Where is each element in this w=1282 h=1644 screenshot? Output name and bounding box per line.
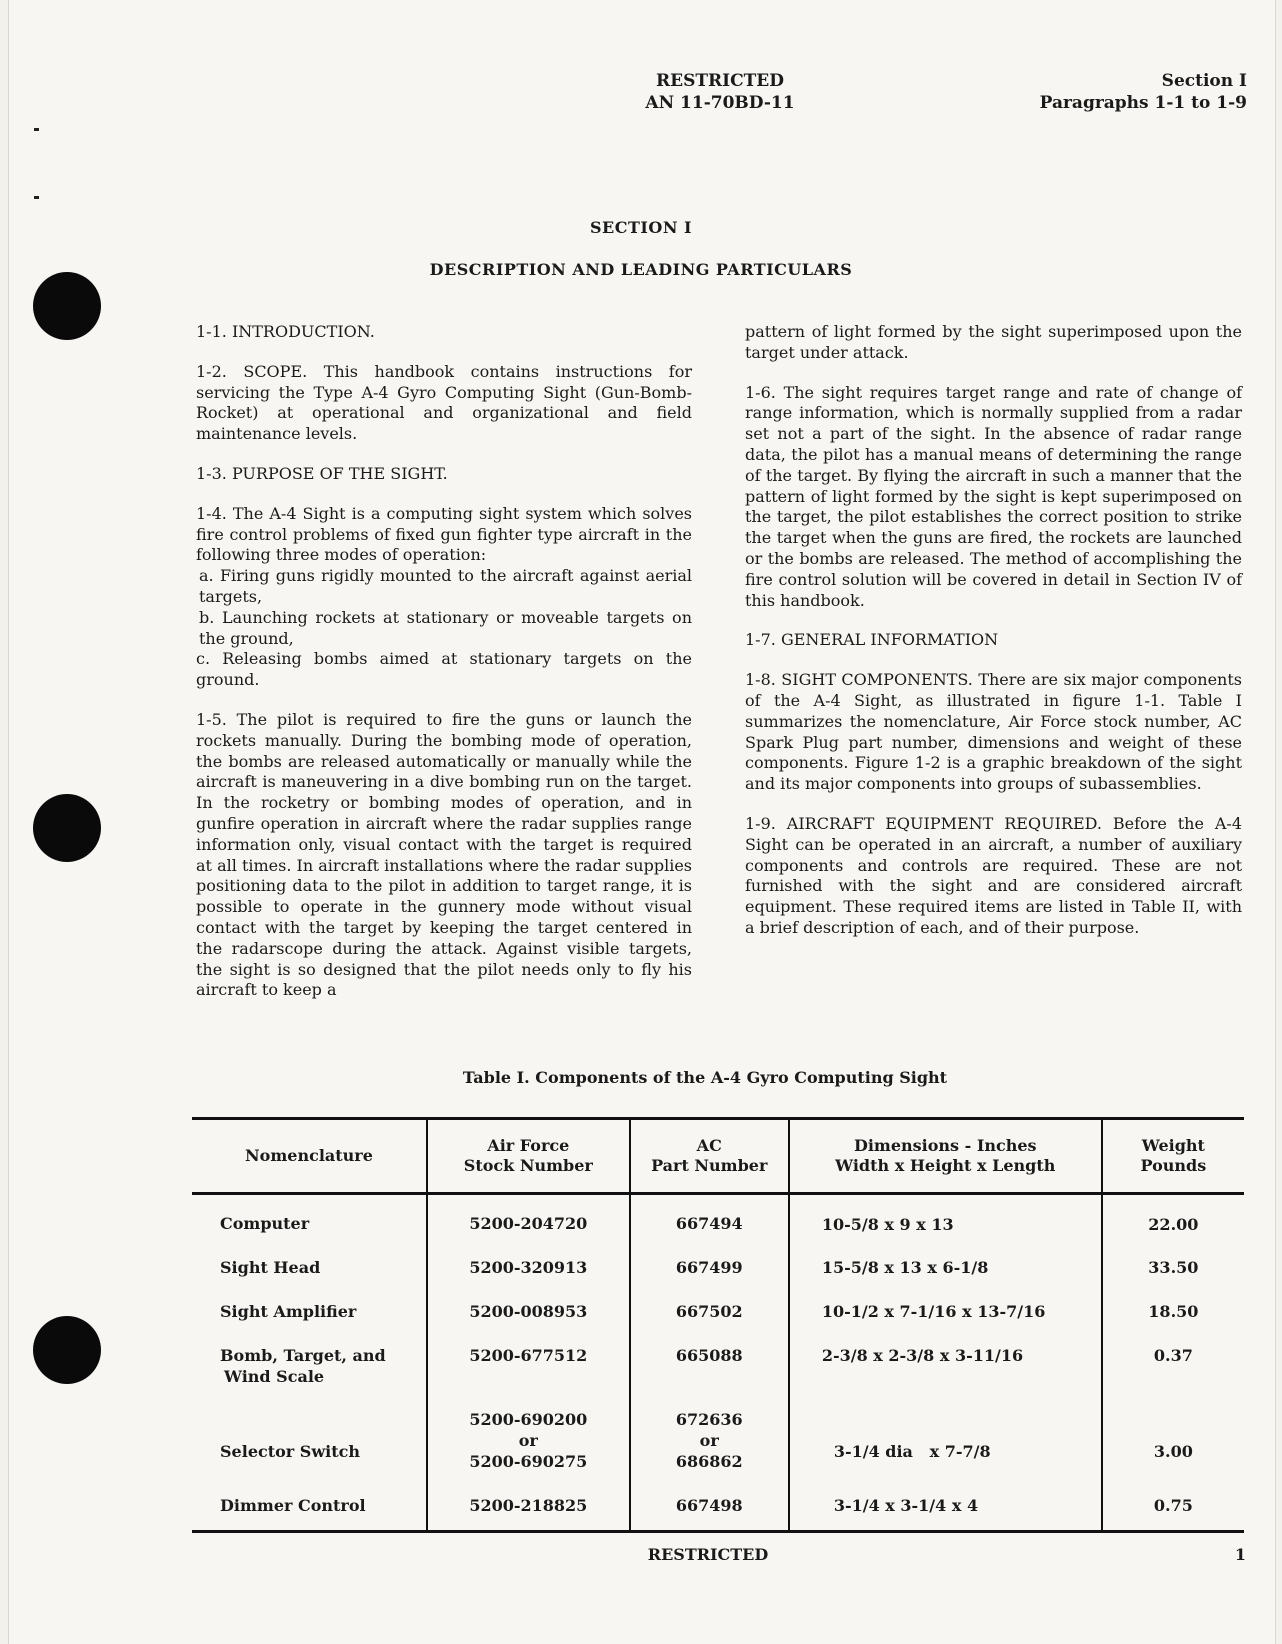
cell-part-text: 667499 [675,1258,743,1277]
cell-stock-number [427,1300,630,1344]
cell-part-number [630,1494,789,1532]
margin-mark [34,128,39,131]
cell-nomenclature-text: Selector Switch [220,1441,360,1461]
cell-stock-text: 5200-320913 [469,1258,588,1277]
cell-stock-number [427,1408,630,1494]
para-1-3: 1-3. PURPOSE OF THE SIGHT. [196,463,448,483]
cell-dimensions [789,1256,1102,1300]
cell-nomenclature-text-2: Wind Scale [224,1367,325,1386]
table-row [192,1256,1244,1300]
header-part-line-2: Part Number [651,1156,768,1175]
cell-stock-text-2: 5200-690275 [469,1452,588,1471]
cell-dimensions [789,1300,1102,1344]
table-row [192,1494,1244,1532]
cell-dimensions [789,1408,1102,1494]
header-classification: RESTRICTED [656,71,784,91]
header-weight [1102,1119,1244,1194]
cell-stock-text: 5200-677512 [469,1346,588,1365]
cell-weight-text: 3.00 [1153,1441,1193,1461]
para-1-6: 1-6. The sight requires target range and rate of change of range information, which is normally supplied from a radar set not a part of the sight. In the absence of radar range data, the pilot has a manual means of determining the range of the target. By flying the aircraft in such a manner that the pattern of light formed by the sight is kept superimposed on the target, the pilot establishes the correct position to strike the target when the guns are fired, the rockets are launched or the bombs are released. The method of accomplishing the fire control solution will be covered in detail in Section IV of this handbook. [745,382,1242,610]
left-column [196,322,692,1020]
cell-dimensions [789,1494,1102,1532]
cell-nomenclature [192,1408,427,1494]
cell-part-number [630,1256,789,1300]
cell-part-text: 672636 [675,1410,743,1429]
para-1-4-b: b. Launching rockets at stationary or moveable targets on the ground, [199,607,692,648]
section-subtitle: DESCRIPTION AND LEADING PARTICULARS [429,260,853,279]
cell-weight [1102,1194,1244,1257]
header-paragraphs: Paragraphs 1-1 to 1-9 [1039,93,1247,113]
cell-weight-text: 0.37 [1153,1346,1193,1365]
cell-part-number [630,1300,789,1344]
header-dimensions [789,1119,1102,1194]
table-row [192,1344,1244,1408]
cell-stock-text: 5200-690200 [469,1410,588,1429]
header-stock-number [427,1119,630,1194]
header-dim-line-2: Width x Height x Length [835,1156,1056,1175]
cell-nomenclature [192,1300,427,1344]
cell-part-text: 667498 [675,1496,743,1515]
header-nomenclature-text: Nomenclature [245,1146,373,1165]
cell-dimensions [789,1194,1102,1257]
punch-hole [33,1316,101,1384]
cell-nomenclature [192,1194,427,1257]
para-1-4: 1-4. The A-4 Sight is a computing sight system which solves fire control problems of fixed gun fighter type aircraft in the following three modes of operation: [196,503,692,565]
cell-part-number [630,1408,789,1494]
cell-nomenclature [192,1344,427,1408]
header-dim-line-1: Dimensions - Inches [853,1136,1037,1155]
para-1-9: 1-9. AIRCRAFT EQUIPMENT REQUIRED. Before the A-4 Sight can be operated in an aircraft, a number of auxiliary components and controls are required. These are not furnished with the sight and are considered aircraft equipment. These required items are listed in Table II, with a brief description of each, and of their purpose. [745,813,1242,937]
right-column [745,322,1242,958]
footer-classification: RESTRICTED [647,1545,769,1564]
table-header-row [192,1119,1244,1194]
punch-hole [33,794,101,862]
para-1-5-continued: pattern of light formed by the sight superimposed upon the target under attack. [745,322,1242,362]
cell-dims-text: 10-1/2 x 7-1/16 x 13-7/16 [821,1302,1046,1321]
cell-weight [1102,1344,1244,1408]
cell-part-text: 665088 [675,1346,743,1365]
header-weight-line-2: Pounds [1140,1156,1207,1175]
table-row [192,1408,1244,1494]
cell-dims-text: 2-3/8 x 2-3/8 x 3-11/16 [821,1346,1024,1365]
cell-weight [1102,1408,1244,1494]
cell-dimensions [789,1344,1102,1408]
cell-nomenclature [192,1256,427,1300]
cell-part-text: 667494 [675,1214,743,1233]
cell-part-number [630,1194,789,1257]
cell-dims-text: 3-1/4 x 3-1/4 x 4 [833,1496,979,1515]
components-table [192,1117,1244,1533]
header-section: Section I [1161,71,1247,91]
punch-hole [33,272,101,340]
page-number: 1 [1234,1545,1246,1564]
cell-stock-text: 5200-204720 [469,1214,588,1233]
table-caption: Table I. Components of the A-4 Gyro Computing Sight [462,1068,948,1087]
cell-weight [1102,1494,1244,1532]
cell-stock-number [427,1494,630,1532]
header-part-line-1: AC [696,1136,722,1155]
cell-stock-number [427,1256,630,1300]
cell-nomenclature [192,1494,427,1532]
para-1-4-block [196,504,692,691]
para-1-4-c: c. Releasing bombs aimed at stationary targets on the ground. [196,649,692,690]
cell-dims-text: 3-1/4 dia x 7-7/8 [833,1441,991,1461]
para-1-8: 1-8. SIGHT COMPONENTS. There are six major components of the A-4 Sight, as illustrated in figure 1-1. Table I summarizes the nomenclature, Air Force stock number, AC Spark Plug part number, dimensions and weight of these components. Figure 1-2 is a graphic breakdown of the sight and its major components into groups of subassemblies. [745,670,1242,794]
cell-weight-text: 22.00 [1148,1215,1199,1234]
section-title: SECTION I [590,218,692,237]
cell-dims-text: 10-5/8 x 9 x 13 [821,1215,954,1234]
cell-nomenclature-text: Bomb, Target, and [220,1346,386,1365]
header-stock-line-1: Air Force [487,1136,570,1155]
cell-stock-or: or [518,1431,538,1450]
table-row [192,1194,1244,1257]
cell-nomenclature-text: Computer [220,1214,310,1233]
cell-weight-text: 0.75 [1153,1496,1193,1515]
cell-nomenclature-text: Dimmer Control [220,1496,366,1515]
cell-weight-text: 33.50 [1148,1258,1199,1277]
para-1-2: 1-2. SCOPE. This handbook contains instructions for servicing the Type A-4 Gyro Computing Sight (Gun-Bomb-Rocket) at operational and organizational and field maintenance levels. [196,361,692,444]
cell-weight [1102,1300,1244,1344]
header-left [620,70,820,114]
cell-nomenclature-text: Sight Head [220,1258,321,1277]
header-part-number [630,1119,789,1194]
para-1-5: 1-5. The pilot is required to fire the guns or launch the rockets manually. During the bombing mode of operation, the bombs are released automatically or manually while the aircraft is maneuvering in a dive bombing run on the target. In the rocketry or bombing modes of operation, and in gunfire operation in aircraft where the radar supplies range information only, visual contact with the target is required at all times. In aircraft installations where the radar supplies positioning data to the pilot in addition to target range, it is possible to operate in the gunnery mode without visual contact with the target by keeping the target centered in the radarscope during the attack. Against visible targets, the sight is so designed that the pilot needs only to fly his aircraft to keep a [196,709,692,1000]
cell-part-number [630,1344,789,1408]
cell-weight [1102,1256,1244,1300]
header-weight-line-1: Weight [1141,1136,1205,1155]
para-1-7: 1-7. GENERAL INFORMATION [745,630,999,650]
header-doc-number: AN 11-70BD-11 [645,93,795,113]
para-1-4-a: a. Firing guns rigidly mounted to the aircraft against aerial targets, [199,566,692,606]
cell-stock-text: 5200-008953 [469,1302,588,1321]
cell-stock-number [427,1344,630,1408]
cell-stock-text: 5200-218825 [469,1496,588,1515]
cell-part-text: 667502 [675,1302,743,1321]
header-stock-line-2: Stock Number [463,1156,593,1175]
header-right [1040,70,1247,114]
table-row [192,1300,1244,1344]
margin-mark [34,196,39,199]
cell-part-or: or [699,1431,719,1450]
cell-stock-number [427,1194,630,1257]
cell-part-text-2: 686862 [675,1452,743,1471]
para-1-1: 1-1. INTRODUCTION. [196,322,375,341]
cell-nomenclature-text: Sight Amplifier [220,1302,357,1321]
header-nomenclature [192,1119,427,1194]
cell-dims-text: 15-5/8 x 13 x 6-1/8 [821,1258,989,1277]
cell-weight-text: 18.50 [1148,1302,1199,1321]
